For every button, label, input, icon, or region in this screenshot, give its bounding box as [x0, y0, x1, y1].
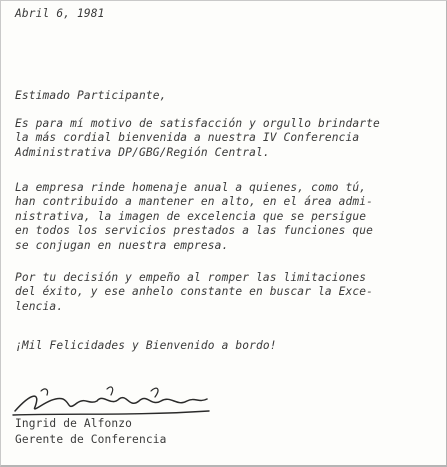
paragraph-line: La empresa rinde homenaje anual a quienes, como tú, [15, 181, 367, 194]
paragraph-line: Por tu decisión y empeño al romper las limitaciones [15, 271, 367, 284]
signer-title: Gerente de Conferencia [15, 433, 167, 446]
paragraph-line: Administrativa DP/GBG/Región Central. [15, 145, 270, 159]
letter-closing [15, 339, 277, 353]
signer-name: Ingrid de Alfonzo [15, 417, 133, 430]
handwritten-signature [11, 383, 211, 419]
paragraph-line: lencia. [15, 299, 64, 313]
letter-page [1, 1, 446, 465]
paragraph-line: han contribuido a mantener en alto, en el área admi- [15, 195, 374, 209]
paragraph-line: del éxito, y ese anhelo constante en buscar la Exce- [15, 285, 374, 299]
paragraph-line: en todos los servicios prestados a las funciones que [15, 224, 374, 238]
letter-greeting: Estimado Participante, [15, 89, 167, 102]
paragraph-line: la más cordial bienvenida a nuestra IV Conferencia [15, 131, 360, 145]
paragraph-line: nistrativa, la imagen de excelencia que se persigue [15, 209, 367, 223]
paragraph-homage [15, 181, 373, 253]
letter-date: Abril 6, 1981 [15, 7, 105, 20]
paragraph-line: Es para mí motivo de satisfacción y orgullo brindarte [15, 117, 380, 130]
closing-line: ¡Mil Felicidades y Bienvenido a bordo! [15, 339, 277, 352]
paragraph-welcome [15, 117, 380, 160]
paragraph-excellence [15, 271, 373, 314]
paragraph-line: se conjugan en nuestra empresa. [15, 238, 229, 252]
